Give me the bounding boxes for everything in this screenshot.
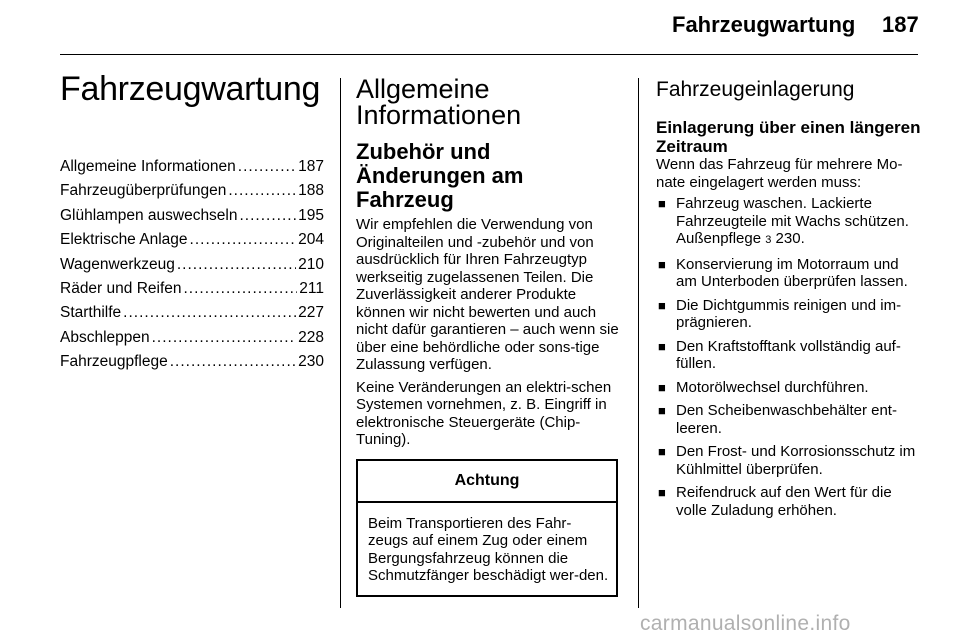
toc-entry-page: 188 (298, 182, 324, 200)
toc-entry-page: 204 (298, 231, 324, 249)
toc-entry[interactable] (60, 350, 324, 374)
subsection-title: Einlagerung über einen längeren Zeitraum (656, 118, 921, 156)
toc-entry[interactable] (60, 204, 324, 228)
toc-entry-page: 210 (298, 255, 324, 273)
toc-entry[interactable] (60, 228, 324, 252)
bullet-square-icon: ■ (658, 196, 666, 211)
toc-entry-label: Räder und Reifen (60, 280, 182, 298)
toc-entry-page: 187 (298, 158, 324, 175)
chapter-title: Fahrzeugwartung (60, 70, 321, 108)
list-item (656, 402, 922, 437)
bullet-square-icon: ■ (658, 256, 666, 272)
list-item-text: Den Frost- und Korrosionsschutz im Kühlmittel überprüfen. (676, 443, 916, 478)
list-item (656, 297, 922, 332)
column-divider-1 (340, 78, 341, 608)
toc-entry-label: Glühlampen auswechseln (60, 206, 238, 224)
cross-reference-arrow-icon: 3 (765, 234, 772, 246)
list-item (656, 256, 922, 291)
bullet-list (656, 195, 922, 519)
list-item (656, 443, 922, 478)
toc-entry[interactable] (60, 155, 324, 179)
section-title: Allgemeine Informationen (356, 74, 522, 130)
warning-text: Beim Transportieren des Fahr-zeugs auf einem Zug oder einem Bergungsfahrzeug können die Schmutzfänger beschädigt wer-den. (368, 514, 609, 584)
toc-entry-label: Starthilfe (60, 304, 122, 322)
watermark: carmanualsonline.info (640, 612, 851, 635)
warning-box (356, 459, 618, 597)
cross-reference-page[interactable]: 230 (775, 230, 801, 247)
toc-leader (177, 253, 296, 277)
column-divider-2 (638, 78, 639, 608)
toc-entry-label: Fahrzeugpflege (60, 353, 168, 371)
warning-title: Achtung (358, 461, 616, 503)
toc-leader (170, 350, 296, 374)
toc-leader (240, 204, 297, 228)
toc-entry-page: 195 (298, 206, 324, 224)
toc-entry[interactable] (60, 277, 324, 301)
toc-entry-label: Abschleppen (60, 328, 150, 346)
toc-leader (190, 228, 297, 252)
body-paragraph: Keine Veränderungen an elektri-schen Systemen vornehmen, z. B. Eingriff in elektronische Steuergeräte (Chip-Tuning). (356, 378, 612, 448)
list-item-text: Motorölwechsel durchführen. (676, 378, 869, 396)
toc-entry[interactable] (60, 326, 324, 350)
bullet-square-icon: ■ (658, 297, 666, 313)
toc-leader (228, 179, 296, 203)
toc-entry[interactable] (60, 301, 324, 325)
header-rule (60, 54, 918, 55)
list-item-text: Konservierung im Motorraum und am Unterboden überprüfen lassen. (676, 255, 908, 290)
general-info-column (356, 76, 622, 597)
bullet-square-icon: ■ (658, 338, 666, 354)
list-item-text: Reifendruck auf den Wert für die volle Zuladung erhöhen. (676, 484, 892, 519)
toc-entry-label: Allgemeine Informationen (60, 158, 236, 175)
bullet-square-icon: ■ (658, 403, 666, 418)
intro-paragraph: Wenn das Fahrzeug für mehrere Mo-nate eingelagert werden muss: (656, 156, 903, 191)
toc-leader (152, 326, 297, 350)
running-header-title: Fahrzeugwartung (672, 12, 856, 37)
toc-entry[interactable] (60, 179, 324, 203)
list-item-text: Die Dichtgummis reinigen und im-prägnieren. (676, 296, 902, 331)
list-item (656, 338, 922, 373)
running-header-page-number: 187 (882, 12, 919, 37)
bullet-square-icon: ■ (658, 444, 666, 459)
subsection-title: Zubehör und Änderungen am Fahrzeug (356, 139, 524, 212)
toc-entry-page: 227 (298, 304, 324, 322)
list-item-text: Fahrzeug waschen. Lackierte Fahrzeugteile mit Wachs schützen. Außenpflege (676, 195, 909, 247)
toc-leader (184, 277, 298, 301)
toc-leader (123, 301, 296, 325)
toc-entry-label: Fahrzeugüberprüfungen (60, 182, 227, 200)
body-paragraph: Wir empfehlen die Verwendung von Originalteilen und -zubehör und von ausdrücklich für Ihren Fahrzeugtyp werkseitig zugelassenen Teilen. Die Zuverlässigkeit anderer Produkte können wir nicht bewerten und auch nicht dafür garantieren – auch wenn sie über eine behördliche oder sons-tige Zulassung verfügen. (356, 216, 619, 373)
section-title: Fahrzeugeinlagerung (656, 78, 855, 101)
toc-leader (238, 155, 296, 179)
bullet-square-icon: ■ (658, 379, 666, 395)
list-item-text: Den Kraftstofftank vollständig auf-füllen. (676, 337, 901, 372)
toc-list (60, 155, 324, 375)
toc-entry-label: Elektrische Anlage (60, 231, 188, 249)
toc-entry-label: Wagenwerkzeug (60, 255, 175, 273)
chapter-toc-column (60, 70, 324, 375)
storage-column (656, 78, 922, 525)
toc-entry-page: 211 (299, 280, 324, 298)
toc-entry-page: 228 (298, 328, 324, 346)
toc-entry-page: 230 (298, 353, 324, 371)
list-item: ■ Fahrzeug waschen. Lackierte Fahrzeugteile mit Wachs schützen. Außenpflege 3 230. (658, 195, 909, 247)
list-item-text: Den Scheibenwaschbehälter ent-leeren. (676, 402, 897, 437)
bullet-square-icon: ■ (658, 485, 666, 500)
list-item (656, 379, 922, 397)
toc-entry[interactable] (60, 253, 324, 277)
list-item (656, 484, 922, 519)
